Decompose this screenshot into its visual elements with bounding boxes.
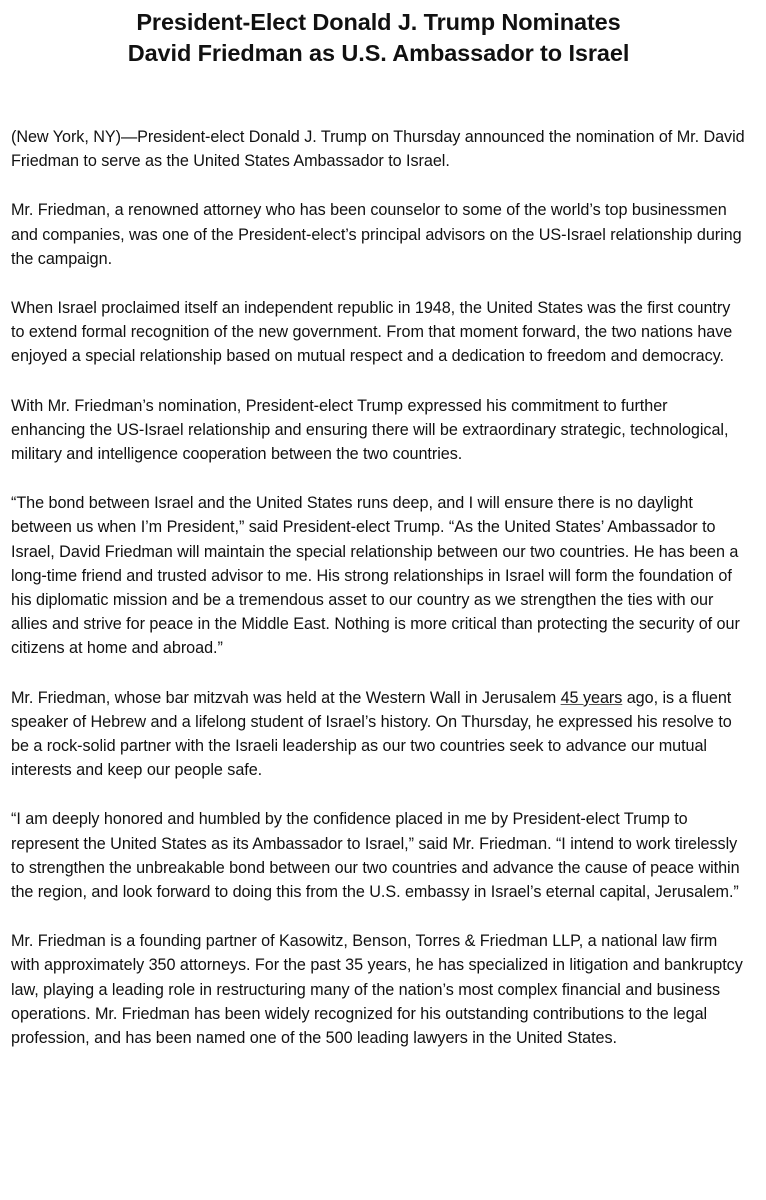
- document-title: [11, 7, 746, 69]
- paragraph-dateline: (New York, NY)—President-elect Donald J. Trump on Thursday announced the nomination of Mr. David Friedman to serve as the United States Ambassador to Israel.: [11, 128, 745, 171]
- title-line-1: President-Elect Donald J. Trump Nominates: [136, 9, 621, 35]
- paragraph-bar-mitzvah-start: Mr. Friedman, whose bar mitzvah was held at the Western Wall in Jerusalem: [11, 688, 561, 707]
- paragraph-friedman-quote: “I am deeply honored and humbled by the confidence placed in me by President-elect Trump to represent the United States as its Ambassador to Israel,” said Mr. Friedman. “I intend to work tirelessly to strengthen the unbreakable bond between our two countries and advance the cause of peace within the region, and look forward to doing this from the U.S. embassy in Israel’s eternal capital, Jerusalem.”: [11, 810, 740, 902]
- paragraph-friedman-background: Mr. Friedman, a renowned attorney who has been counselor to some of the world’s top businessmen and companies, was one of the President-elect’s principal advisors on the US-Israel relationship during the campaign.: [11, 201, 742, 268]
- paragraph-israel-history: When Israel proclaimed itself an independent republic in 1948, the United States was the first country to extend formal recognition of the new government. From that moment forward, the two nations have enjoyed a special relationship based on mutual respect and a dedication to freedom and democracy.: [11, 299, 733, 366]
- paragraph-trump-quote: “The bond between Israel and the United States runs deep, and I will ensure there is no daylight between us when I’m President,” said President-elect Trump. “As the United States’ Ambassador to Israel, David Friedman will maintain the special relationship between our two countries. He has been a long-time friend and trusted advisor to me. His strong relationships in Israel will form the foundation of his diplomatic mission and be a tremendous asset to our country as we strengthen the ties with our allies and strive for peace in the Middle East. Nothing is more critical than protecting the security of our citizens at home and abroad.”: [11, 494, 740, 658]
- paragraph-bar-mitzvah-end: ago, is a fluent speaker of Hebrew and a lifelong student of Israel’s history. On Thursday, he expressed his resolve to be a rock-solid partner with the Israeli leadership as our two countries seek to advance our mutual interests and keep our people safe.: [11, 688, 732, 780]
- forty-five-years-link[interactable]: 45 years: [560, 688, 623, 707]
- paragraph-law-firm: Mr. Friedman is a founding partner of Kasowitz, Benson, Torres & Friedman LLP, a national law firm with approximately 350 attorneys. For the past 35 years, he has specialized in litigation and bankruptcy law, playing a leading role in restructuring many of the nation’s most complex financial and business operations. Mr. Friedman has been widely recognized for his outstanding contributions to the legal profession, and has been named one of the 500 leading lawyers in the United States.: [11, 932, 743, 1048]
- paragraph-commitment: With Mr. Friedman’s nomination, President-elect Trump expressed his commitment to further enhancing the US-Israel relationship and ensuring there will be extraordinary strategic, technological, military and intelligence cooperation between the two countries.: [11, 396, 729, 464]
- document-body: [11, 125, 746, 1050]
- title-line-2: David Friedman as U.S. Ambassador to Israel: [127, 40, 630, 66]
- paragraph-bar-mitzvah: [11, 686, 746, 783]
